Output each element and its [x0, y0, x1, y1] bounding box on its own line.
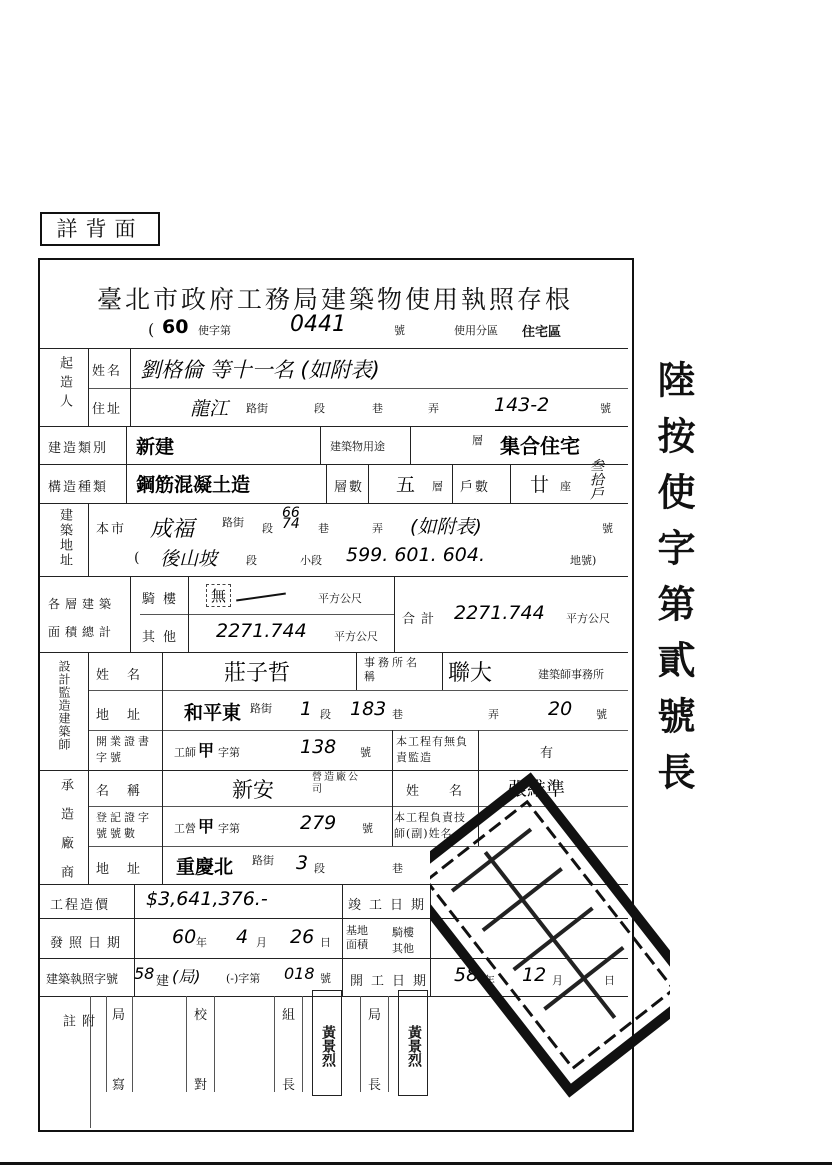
total-unit: 平方公尺: [566, 612, 610, 625]
architect-addr-road: 和平東: [184, 702, 242, 724]
site-city: 本市: [96, 522, 127, 537]
contractor-name-label: 名稱: [96, 784, 159, 799]
site-area-label: 基地面積: [346, 924, 368, 951]
other-label: 其他: [142, 630, 185, 645]
seal-b: [398, 990, 428, 1096]
floors-value: 五: [396, 474, 416, 496]
total-value: 2271.744: [454, 602, 545, 624]
architect-alley-label: 弄: [488, 708, 499, 721]
issue-day-label: 日: [320, 936, 331, 949]
architect-addr-label: 地址: [96, 708, 159, 723]
site-note: (如附表): [410, 516, 482, 538]
permit-type2: (局): [172, 967, 201, 986]
site-no-label: 號: [602, 522, 613, 535]
start-month-label: 月: [552, 974, 563, 987]
contractor-addr-road: 重慶北: [176, 856, 234, 878]
c3-bottom: 長: [282, 1078, 296, 1093]
seal-a-text: 黃景烈: [320, 1025, 336, 1067]
official-stamp: [430, 770, 670, 1100]
architect-lane-label: 巷: [392, 708, 403, 721]
permit-suffix: 號: [320, 972, 331, 985]
permit-number: 0441: [290, 312, 346, 337]
start-month: 12: [522, 964, 547, 986]
architect-reg-suffix: 號: [360, 746, 371, 759]
other-unit: 平方公尺: [334, 630, 378, 643]
applicant-section-label: 起造人: [57, 356, 72, 413]
year-paren: (: [148, 320, 155, 339]
applicant-name-value: 劉格倫 等十一名 (如附表): [140, 358, 380, 382]
usage-value: 集合住宅: [500, 434, 580, 458]
zone-value: 住宅區: [522, 325, 562, 340]
c4-bottom: 長: [368, 1078, 382, 1093]
applicant-addr-road: 龍江: [190, 398, 229, 420]
applicant-alley-label: 弄: [428, 402, 439, 415]
back-tag-text: 詳背面: [56, 217, 144, 241]
permit-type1: 建: [156, 974, 170, 989]
contractor-reg-type: 字第: [218, 822, 240, 835]
building-class-label: 建造類別: [48, 441, 109, 456]
start-year-label: 年: [484, 974, 495, 987]
site-road: 成福: [150, 517, 195, 542]
office-value: 聯大: [448, 661, 493, 686]
contractor-addr-seg: 3: [296, 852, 309, 874]
cost-label: 工程造價: [50, 898, 111, 913]
structure-label: 構造種類: [48, 480, 109, 495]
other-value: 2271.744: [216, 620, 307, 642]
building-class-value: 新建: [136, 436, 175, 458]
page-bottom-line: [0, 1162, 832, 1165]
site-area-sub2: 其他: [392, 942, 414, 955]
total-label: 合計: [402, 612, 441, 627]
contractor-addr-label: 地址: [96, 862, 159, 877]
c2-top: 校: [194, 1008, 208, 1023]
architect-addr-no: 20: [548, 698, 573, 720]
architect-road-label: 路街: [250, 702, 272, 715]
office-label: 事務所名稱: [364, 656, 420, 683]
site-seg2-label: 段: [246, 554, 257, 567]
seal-b-text: 黃景烈: [406, 1025, 422, 1067]
contractor-reg-suffix: 號: [362, 822, 373, 835]
zone-label: 使用分區: [454, 324, 498, 337]
cost-value: $3,641,376.-: [146, 888, 268, 910]
site-lots-label: 地號): [570, 554, 597, 567]
architect-reg-grade: 甲: [198, 741, 215, 760]
permit-type3: (-)字第: [226, 972, 261, 985]
c1-top: 局: [112, 1008, 126, 1023]
contractor-reg-grade: 甲: [198, 817, 215, 836]
applicant-road-label: 路街: [246, 402, 268, 415]
contractor-type-label: 營造廠公司: [312, 772, 360, 795]
form-title: 臺北市政府工務局建築物使用執照存根: [96, 285, 573, 314]
handwritten-units: 叁拾戶: [588, 458, 604, 500]
issue-month: 4: [236, 926, 249, 948]
site-road-label: 路街: [222, 516, 244, 529]
issue-label: 發照日期: [50, 936, 127, 951]
architect-no-label: 號: [596, 708, 607, 721]
contractor-person-label: 姓名: [406, 784, 493, 799]
issue-year-label: 年: [196, 936, 207, 949]
issue-month-label: 月: [256, 936, 267, 949]
office-suffix: 建築師事務所: [538, 668, 604, 681]
applicant-name-label: 姓名: [92, 364, 123, 379]
permit-year: 58: [134, 964, 155, 983]
site-lots: 599. 601. 604.: [346, 544, 485, 566]
site-section-label: 建築地址: [57, 508, 72, 568]
arcade-unit: 平方公尺: [318, 592, 362, 605]
structure-value: 鋼筋混凝土造: [136, 474, 251, 496]
completion-label: 竣工日期: [348, 898, 433, 913]
c1-bottom: 寫: [112, 1078, 126, 1093]
units-label: 戶數: [460, 480, 491, 495]
permit-no: 018: [284, 964, 315, 983]
c3-top: 組: [282, 1008, 296, 1023]
applicant-no-label: 號: [600, 402, 611, 415]
type-label: 使字第: [198, 324, 231, 337]
permit-label: 建築執照字號: [46, 972, 119, 986]
start-day-label: 日: [604, 974, 615, 987]
site-lane-label: 巷: [318, 522, 329, 535]
issue-day: 26: [290, 926, 315, 948]
architect-seg-label: 段: [320, 708, 331, 721]
permit-year: 60: [162, 316, 189, 338]
contractor-reg-prefix: 工營: [174, 822, 196, 835]
start-label: 開工日期: [350, 974, 435, 989]
architect-reg-no: 138: [300, 736, 337, 758]
side-stamp-text: 陸按使字第貳號長: [651, 360, 696, 808]
note-label: 附註: [60, 1014, 94, 1095]
back-tag: [40, 212, 160, 246]
contractor-section-label: 承造廠商: [58, 778, 73, 894]
architect-addr-lane: 183: [350, 698, 387, 720]
arcade-value: 無: [206, 584, 231, 607]
architect-name-label: 姓名: [96, 668, 159, 683]
number-suffix: 號: [394, 324, 405, 337]
contractor-road-label: 路街: [252, 854, 274, 867]
site-sub-label: 小段: [300, 554, 322, 567]
applicant-seg-label: 段: [314, 402, 325, 415]
engineer-label: 本工程負責技師(副)姓名: [394, 811, 466, 840]
site-seg-label: 段: [262, 522, 273, 535]
contractor-person-value: 張維準: [508, 778, 566, 800]
usage-floor-label: 層: [472, 434, 483, 447]
architect-section-label: 設計監造建築師: [57, 660, 71, 751]
supervision-label: 本工程有無負責監造: [396, 735, 468, 764]
floor-area-label: 各層建築面積總計: [48, 597, 117, 639]
site-lane: 66 74: [282, 505, 300, 532]
c4-top: 局: [368, 1008, 382, 1023]
site-area-sub1: 騎樓: [392, 926, 414, 939]
floors-unit: 層: [432, 480, 443, 493]
seal-a: [312, 990, 342, 1096]
c2-bottom: 對: [194, 1078, 208, 1093]
arcade-label: 騎樓: [142, 592, 185, 607]
contractor-reg-no: 279: [300, 812, 337, 834]
contractor-seg-label: 段: [314, 862, 325, 875]
contractor-lane-label: 巷: [392, 862, 403, 875]
supervision-value: 有: [540, 746, 556, 761]
usage-label: 建築物用途: [330, 440, 385, 453]
site-alley-label: 弄: [372, 522, 383, 535]
site-district: 後山坡: [160, 548, 218, 570]
architect-reg-label: 開業證書字號: [96, 735, 152, 764]
architect-reg-type: 字第: [218, 746, 240, 759]
applicant-lane-label: 巷: [372, 402, 383, 415]
architect-name-value: 莊子哲: [224, 661, 291, 686]
contractor-reg-label: 登記證字號號數: [96, 811, 152, 840]
site-paren: (: [134, 550, 140, 566]
floors-label: 層數: [334, 480, 365, 495]
building-unit: 座: [560, 480, 571, 493]
applicant-addr-label: 住址: [92, 402, 123, 417]
issue-year: 60: [172, 926, 197, 948]
start-year: 58: [454, 964, 479, 986]
applicant-addr-no: 143-2: [494, 394, 550, 416]
architect-reg-prefix: 工師: [174, 746, 196, 759]
contractor-name-value: 新安: [232, 778, 274, 802]
units-value: 廿: [530, 474, 550, 496]
architect-addr-seg: 1: [300, 698, 313, 720]
